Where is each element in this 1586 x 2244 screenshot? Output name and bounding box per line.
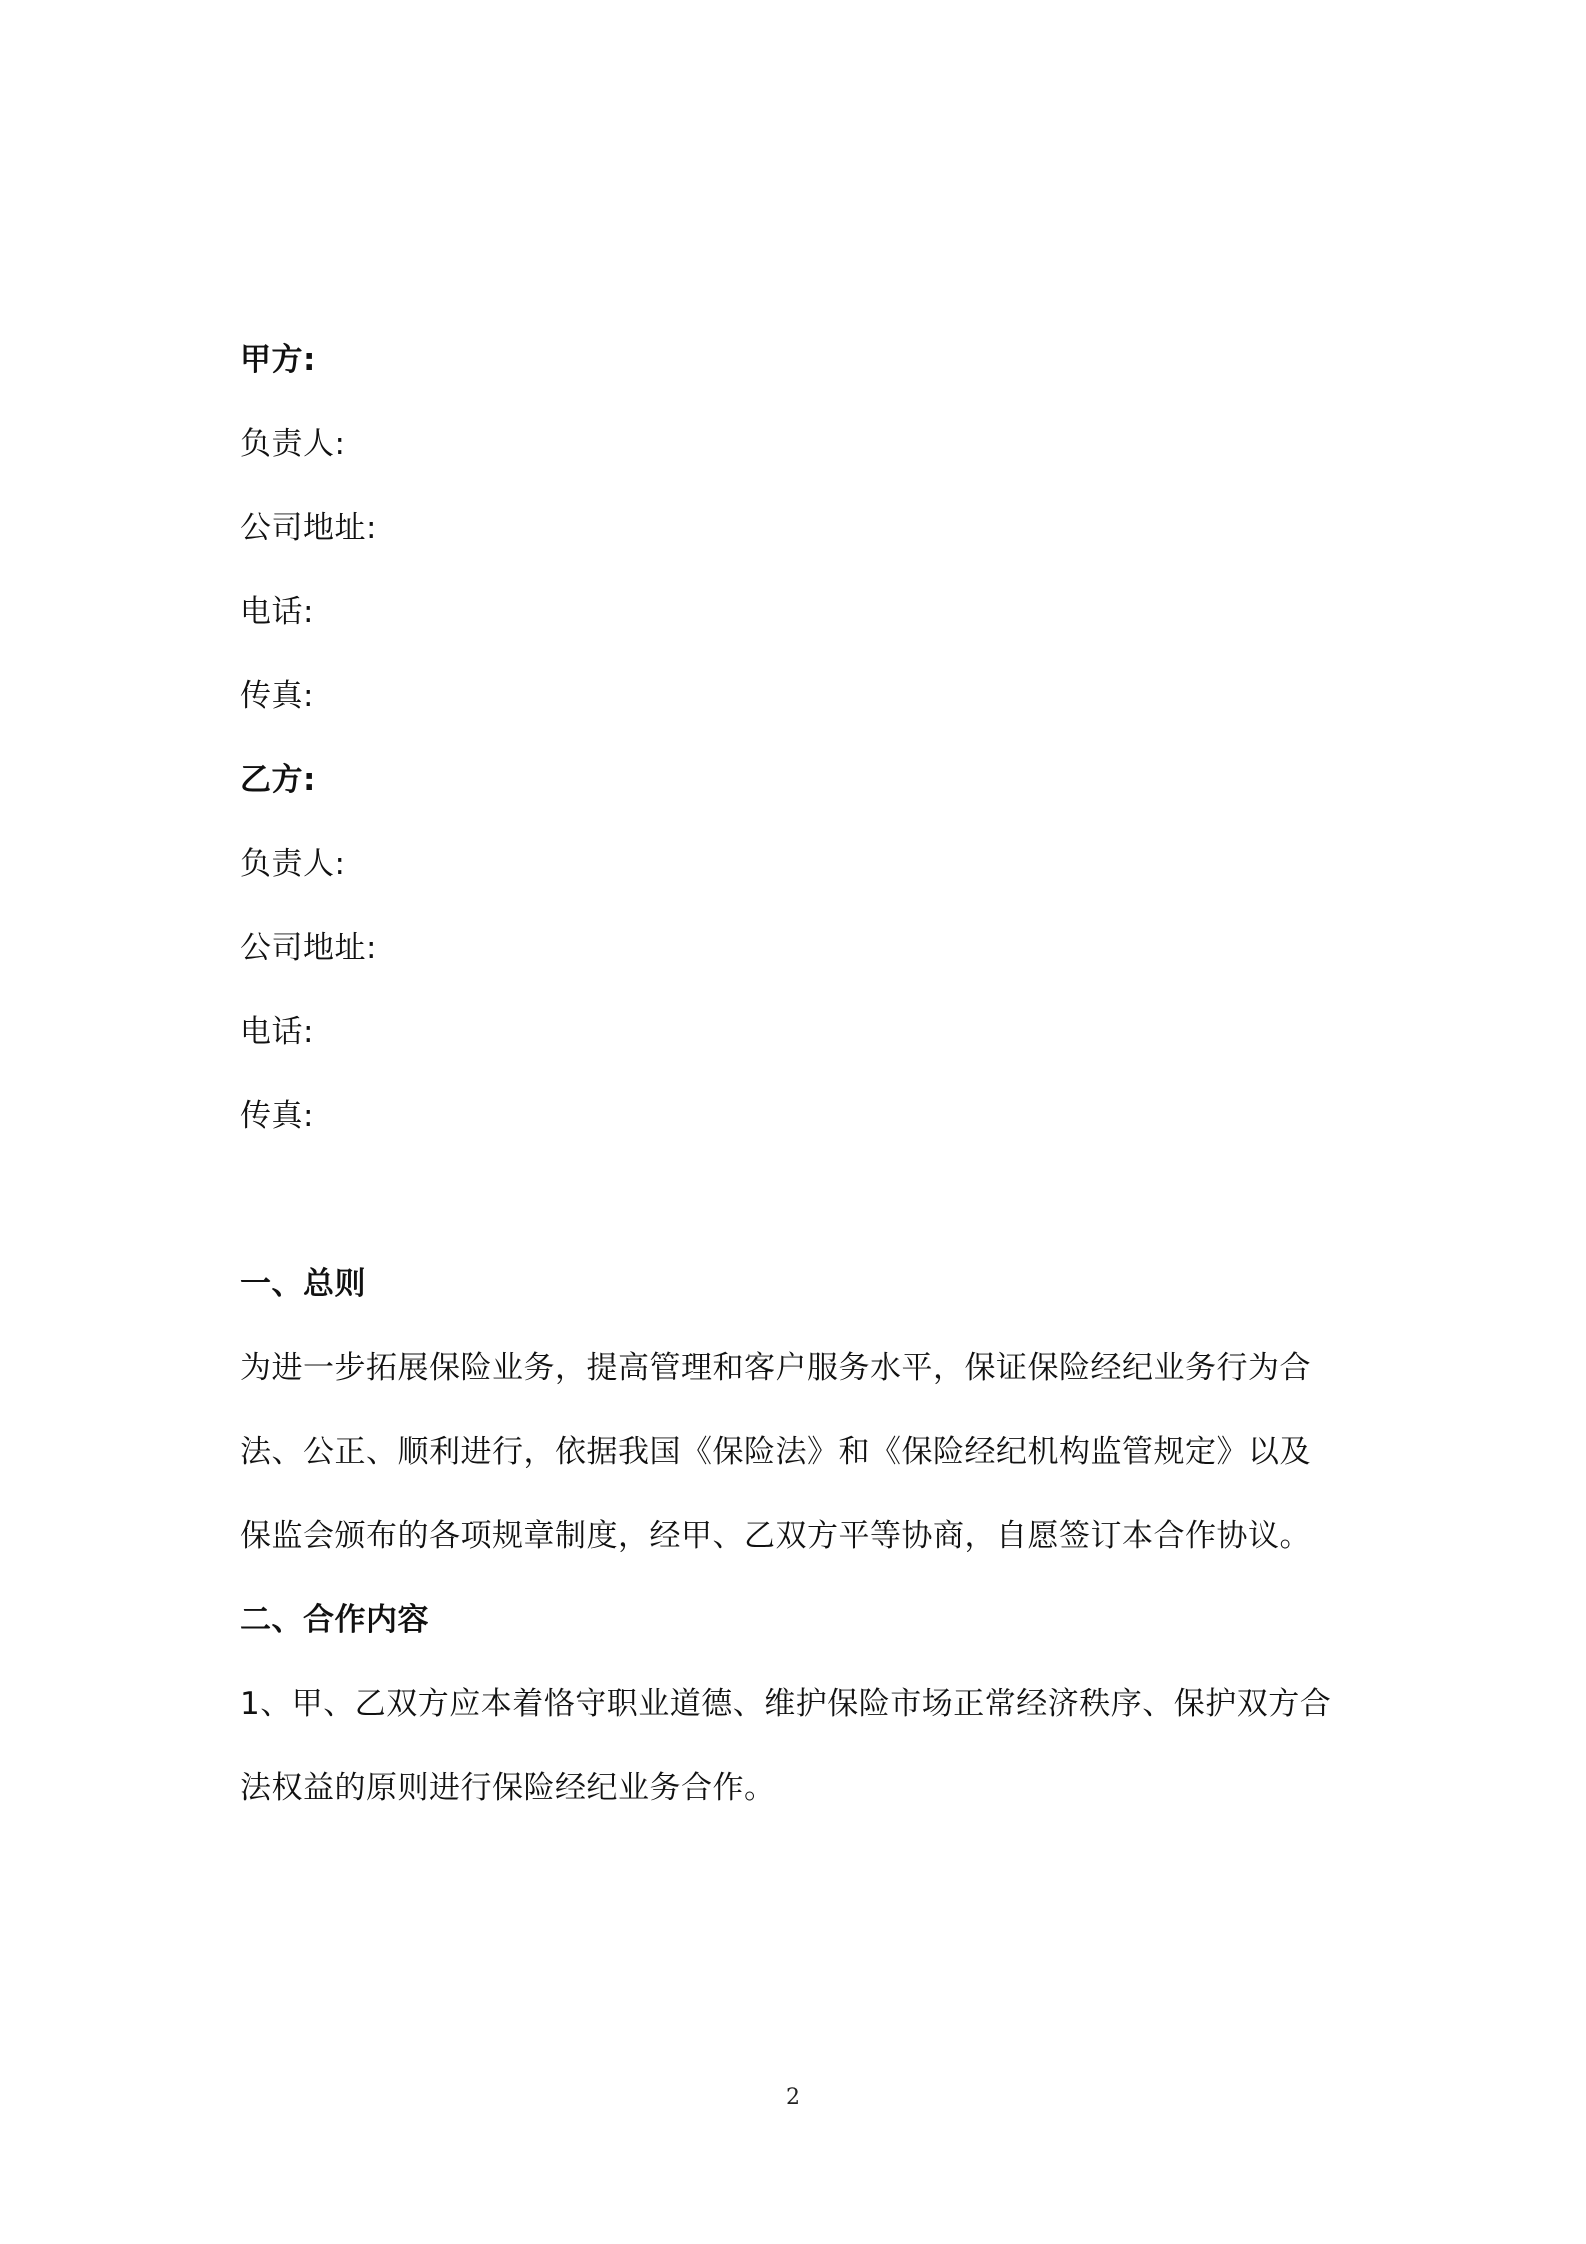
party-a-responsible-label: 负责人:: [240, 426, 346, 462]
section-cooperation-paragraph-line: 1、甲、乙双方应本着恪守职业道德、维护保险市场正常经济秩序、保护双方合: [240, 1686, 1332, 1722]
party-a-title: 甲方:: [240, 342, 316, 378]
section-general-paragraph-line: 为进一步拓展保险业务，提高管理和客户服务水平，保证保险经纪业务行为合: [240, 1350, 1311, 1386]
section-cooperation-heading: 二、合作内容: [240, 1602, 429, 1638]
party-a-address-label: 公司地址:: [240, 510, 377, 546]
party-a-phone-label: 电话:: [240, 594, 314, 630]
section-general-paragraph-line: 保监会颁布的各项规章制度，经甲、乙双方平等协商，自愿签订本合作协议。: [240, 1518, 1311, 1554]
section-general-paragraph-line: 法、公正、顺利进行，依据我国《保险法》和《保险经纪机构监管规定》以及: [240, 1434, 1311, 1470]
party-b-phone-label: 电话:: [240, 1014, 314, 1050]
party-b-fax-label: 传真:: [240, 1098, 314, 1134]
party-a-fax-label: 传真:: [240, 678, 314, 714]
page-number: 2: [786, 2085, 800, 2110]
party-b-title: 乙方:: [240, 762, 316, 798]
party-b-responsible-label: 负责人:: [240, 846, 346, 882]
section-general-heading: 一、总则: [240, 1266, 366, 1302]
section-cooperation-paragraph-line: 法权益的原则进行保险经纪业务合作。: [240, 1770, 776, 1806]
party-b-address-label: 公司地址:: [240, 930, 377, 966]
